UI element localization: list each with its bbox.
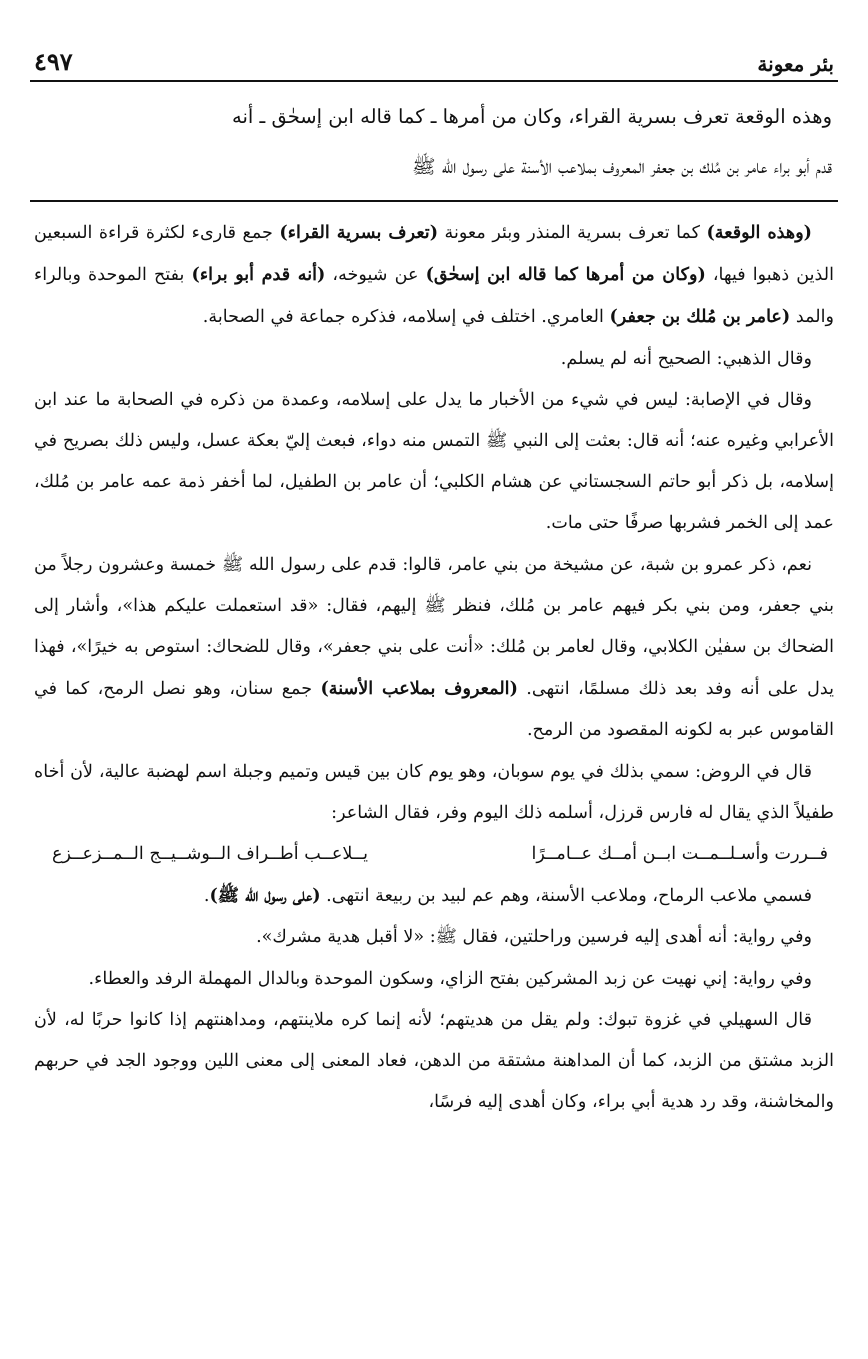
- quoted-phrase: (تعرف بسرية القراء): [279, 222, 439, 243]
- commentary-text: العامري. اختلف في إسلامه، فذكره جماعة في الصحابة.: [202, 307, 610, 328]
- commentary-text: جمع سنان، وهو نصل الرمح، كما في القاموس عبر به لكونه المقصود من الرمح.: [34, 679, 834, 741]
- poem-second-hemistich: يــلاعــب أطــراف الــوشــيــج الــمــزعــزع: [52, 844, 369, 865]
- quoted-phrase: (المعروف بملاعب الأسنة): [320, 678, 518, 700]
- commentary-paragraph-4: [34, 545, 834, 752]
- commentary-text: عن شيوخه،: [325, 265, 426, 286]
- commentary: [30, 212, 838, 1123]
- running-title: بئر معونة: [757, 52, 834, 76]
- commentary-text: جمع قارىء لكثرة قراءة السبعين الذين ذهبوا فيها،: [34, 223, 835, 286]
- main-text-line-2: قدم أبو براء عامر بن مُلك بن جعفر المعروف بملاعب الأسنة على رسول الله ﷺ: [412, 155, 832, 178]
- quoted-phrase: (عامر بن مُلك بن جعفر): [609, 306, 791, 328]
- commentary-paragraph-6: [34, 875, 834, 917]
- commentary-text: .: [203, 886, 210, 907]
- commentary-paragraph-7: وفي رواية: أنه أهدى إليه فرسين وراحلتين، فقال ﷺ: «لا أقبل هدية مشرك».: [256, 927, 812, 948]
- main-text-line-1: وهذه الوقعة تعرف بسرية القراء، وكان من أمرها ـ كما قاله ابن إسحٰق ـ أنه: [232, 105, 832, 128]
- commentary-text: بفتح الموحدة وبالراء والمد: [34, 265, 834, 328]
- commentary-text: نعم، ذكر عمرو بن شبة، عن مشيخة من بني عامر، قالوا: قدم على رسول الله ﷺ خمسة وعشرون رجلاً من بني جعفر، ومن بني بكر فيهم عامر بن مُلك، فنظر ﷺ إليهم، فقال: «قد استعملت عليكم هذا»، وأشار إلى الضحاك بن سفيٰن الكلابي، وقال لعامر بن مُلك: «أنت على بني جعفر»، وقال للضحاك: استوص به خيرًا»، فهذا يدل على أنه وفد بعد ذلك مسلمًا، انتهى.: [34, 554, 835, 700]
- quoted-phrase: (وهذه الوقعة): [706, 222, 813, 243]
- quoted-phrase: (أنه قدم أبو براء): [191, 264, 326, 286]
- quoted-phrase: (على رسول الله ﷺ): [209, 885, 321, 907]
- commentary-paragraph-9: قال السهيلي في غزوة تبوك: ولم يقل من هديتهم؛ لأنه إنما كره ملاينتهم، ومداهنتهم إذا كانوا حربًا له، لأن الزبد مشتق من الزبد، كما أن المداهنة مشتقة من الدهن، فعاد المعنى إلى معنى اللين ووجود الجد في حربهم والمخاشنة، وقد رد هدية أبي براء، وكان أهدى إليه فرسًا،: [34, 1009, 834, 1113]
- commentary-text: كما تعرف بسرية المنذر وبئر معونة: [438, 223, 707, 243]
- commentary-paragraph-5: قال في الروض: سمي بذلك في يوم سوبان، وهو يوم كان بين قيس وتميم وجبلة اسم لهضبة عالية، لأن أخاه طفيلاً الذي يقال له فارس قرزل، أسلمه ذلك اليوم وفر، فقال الشاعر:: [34, 761, 834, 823]
- commentary-paragraph-1: [34, 212, 834, 339]
- page-number: ٤٩٧: [34, 47, 73, 76]
- quoted-phrase: (وكان من أمرها كما قاله ابن إسحٰق): [425, 264, 706, 286]
- commentary-text: فسمي ملاعب الرماح، وملاعب الأسنة، وهم عم لبيد بن ربيعة انتهى.: [320, 886, 812, 907]
- poem-verse: [34, 834, 834, 875]
- commentary-paragraph-2: وقال الذهبي: الصحيح أنه لم يسلم.: [560, 348, 812, 369]
- section-divider: [30, 200, 838, 202]
- page-header: [30, 34, 838, 82]
- commentary-paragraph-8: وفي رواية: إني نهيت عن زبد المشركين بفتح الزاي، وسكون الموحدة وبالدال المهملة الرفد والعطاء.: [88, 968, 812, 989]
- main-text: [30, 86, 838, 196]
- poem-first-hemistich: فــررت وأسـلــمــت ابــن أمــك عــامــرًا: [531, 844, 828, 865]
- commentary-paragraph-3: وقال في الإصابة: ليس في شيء من الأخبار ما يدل على إسلامه، وعمدة من ذكره في الصحابة ما عند ابن الأعرابي وغيره عنه؛ أنه قال: بعثت إلى النبي ﷺ التمس منه دواء، فبعث إليّ بعكة عسل، وليس ذلك بصريح في إسلامه، بل ذكر أبو حاتم السجستاني عن هشام الكلبي؛ أن عامر بن الطفيل، لما أخفر ذمة عمه عامر بن مُلك، عمد إلى الخمر فشربها صرفًا حتى مات.: [34, 389, 834, 534]
